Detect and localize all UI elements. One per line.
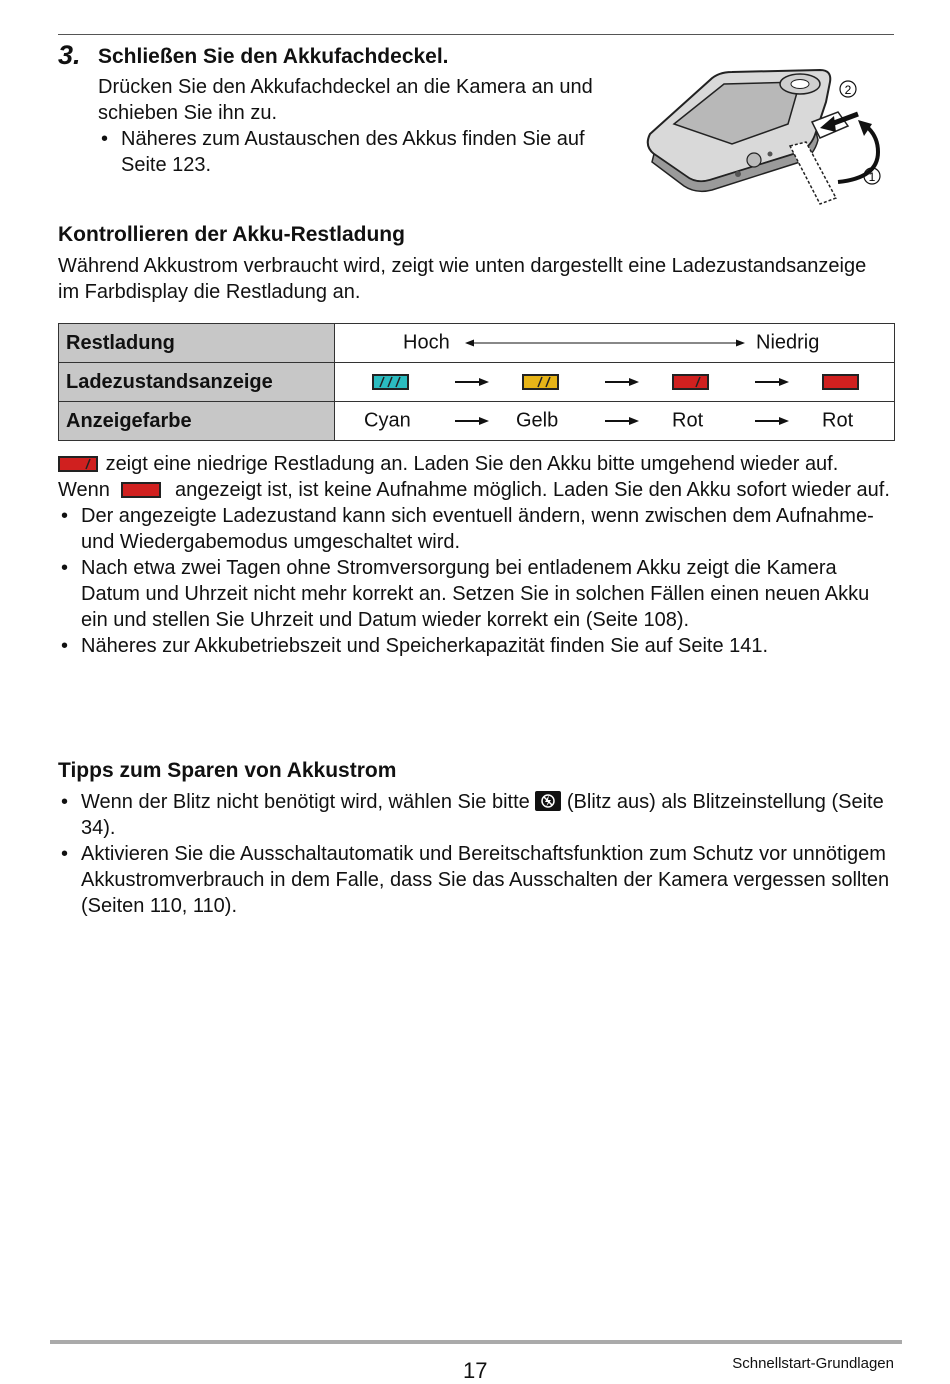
power-saving-tips [58, 789, 893, 919]
row-header-anzeigefarbe: Anzeigefarbe [59, 402, 335, 441]
section-title-battery-check: Kontrollieren der Akku-Restladung [58, 223, 405, 246]
step-bullet: • Näheres zum Austauschen des Akkus finden Sie auf Seite 123. [98, 126, 628, 178]
color-label: Cyan [364, 409, 411, 432]
callout-2: 2 [844, 83, 852, 97]
note-empty-battery [58, 477, 893, 503]
battery-low-icon [671, 372, 711, 392]
arrow-right-icon [455, 377, 489, 387]
section-intro: Während Akkustrom verbraucht wird, zeigt wie unten dargestellt eine Ladezustandsanzeige im Farbdisplay die Restladung an. [58, 255, 867, 303]
arrow-right-icon [605, 416, 639, 426]
note-low-battery-text: zeigt eine niedrige Restladung an. Laden Sie den Akku bitte umgehend wieder auf. [105, 453, 839, 475]
table-row [59, 363, 895, 402]
battery-empty-icon [821, 372, 861, 392]
step-title: Schließen Sie den Akkufachdeckel. [98, 45, 449, 68]
arrow-right-icon [605, 377, 639, 387]
footer-section-label: Schnellstart-Grundlagen [732, 1355, 894, 1372]
row-header-ladezustandsanzeige: Ladezustandsanzeige [59, 363, 335, 402]
arrow-right-icon [455, 416, 489, 426]
arrow-right-icon [755, 416, 789, 426]
double-arrow-icon [465, 338, 745, 348]
battery-icons-cell [335, 363, 895, 402]
row-header-restladung: Restladung [59, 324, 335, 363]
battery-level-table [58, 323, 895, 441]
note-empty-post: angezeigt ist, ist keine Aufnahme möglich. Laden Sie den Akku sofort wieder auf. [175, 479, 890, 501]
callout-1: 1 [868, 170, 876, 184]
battery-medium-icon [521, 372, 561, 392]
page-number: 17 [463, 1358, 488, 1383]
level-low: Niedrig [756, 331, 820, 354]
step-body [98, 74, 628, 178]
note-empty-pre: Wenn [58, 479, 110, 501]
list-item: • Aktivieren Sie die Ausschaltautomatik und Bereitschaftsfunktion zum Schutz vor unnötigem Akkustromverbrauch in dem Falle, dass Sie das Ausschalten der Kamera vergessen sollten (Seiten 110, 110). [58, 841, 893, 919]
color-label: Rot [672, 409, 704, 432]
list-item: • Näheres zur Akkubetriebszeit und Speicherkapazität finden Sie auf Seite 141. [58, 633, 893, 659]
list-item [58, 789, 893, 841]
step-number: 3. [58, 40, 81, 70]
section-title-power-saving: Tipps zum Sparen von Akkustrom [58, 759, 397, 782]
list-item: • Der angezeigte Ladezustand kann sich eventuell ändern, wenn zwischen dem Aufnahme- und Wiedergabemodus umgeschaltet wird. [58, 503, 893, 555]
battery-low-icon [58, 455, 100, 473]
colors-cell [335, 402, 895, 441]
battery-notes [58, 451, 893, 659]
top-rule [58, 34, 894, 35]
step-text: Drücken Sie den Akkufachdeckel an die Kamera an und schieben Sie ihn zu. [98, 76, 593, 124]
tip1-pre: Wenn der Blitz nicht benötigt wird, wählen Sie bitte [81, 791, 530, 813]
flash-off-icon [535, 791, 561, 811]
table-row [59, 324, 895, 363]
camera-battery-cover-illustration [640, 62, 890, 208]
color-label: Gelb [516, 409, 559, 432]
note-low-battery [58, 451, 893, 477]
table-row [59, 402, 895, 441]
tip1-post: (Blitz aus) als Blitzeinstellung (Seite 34). [81, 791, 884, 839]
battery-empty-icon [121, 481, 163, 499]
arrow-right-icon [755, 377, 789, 387]
bottom-rule [50, 1340, 902, 1344]
color-label: Rot [822, 409, 854, 432]
level-range-cell [335, 324, 895, 363]
battery-full-icon [371, 372, 411, 392]
level-high: Hoch [403, 331, 450, 354]
list-item: • Nach etwa zwei Tagen ohne Stromversorgung bei entladenem Akku zeigt die Kamera Datum und Uhrzeit nicht mehr korrekt an. Setzen Sie in solchen Fällen einen neuen Akku ein und stellen Sie Uhrzeit und Datum wieder korrekt ein (Seite 108). [58, 555, 893, 633]
